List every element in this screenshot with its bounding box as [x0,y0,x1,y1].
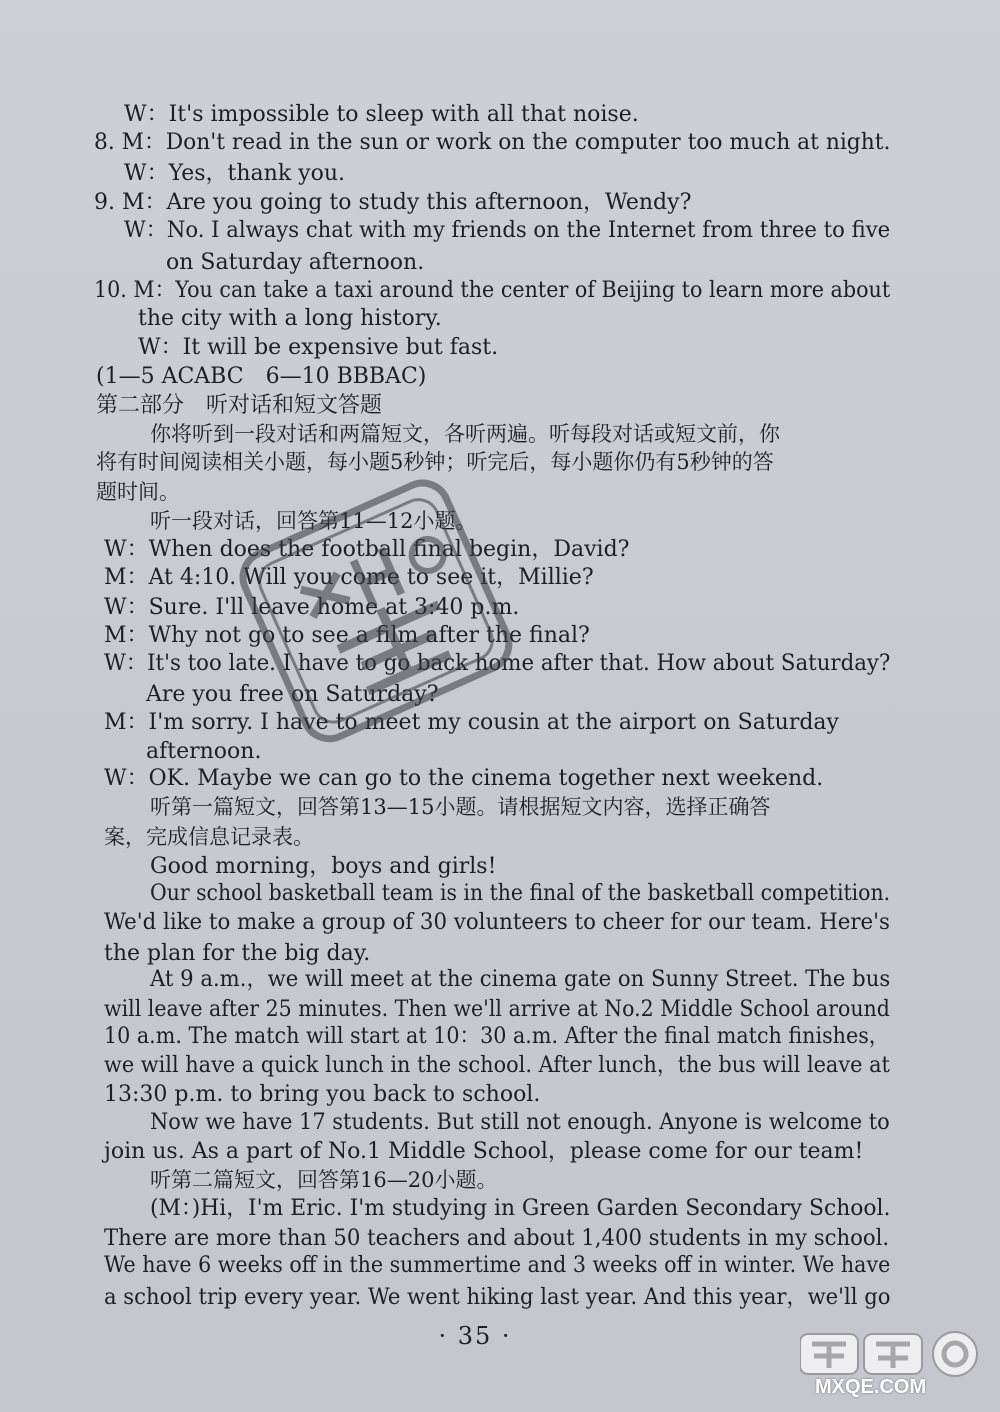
page-number: · 35 · [438,1322,512,1350]
text-line: At 9 a.m.，we will meet at the cinema gate on Sunny Street. The bus [150,967,891,992]
text-line: 你将听到一段对话和两篇短文，各听两遍。听每段对话或短文前，你 [150,422,780,446]
section-heading: 第二部分 听对话和短文答题 [96,393,383,418]
text-line: W：Sure. I'll leave home at 3:40 p.m. [104,595,520,620]
text-line: 听第一篇短文，回答第13—15小题。请根据短文内容，选择正确答 [150,795,771,819]
text-line: Are you free on Saturday? [146,682,439,707]
text-line: 10. M：You can take a taxi around the center of Beijing to learn more about [94,278,891,303]
text-line: 听第二篇短文，回答第16—20小题。 [150,1168,498,1192]
text-line: (M：)Hi，I'm Eric. I'm studying in Green Garden Secondary School. [150,1196,891,1221]
text-line: W：It will be expensive but fast. [138,335,499,360]
text-line: on Saturday afternoon. [166,250,425,275]
text-line: W：OK. Maybe we can go to the cinema together next weekend. [104,766,824,791]
text-line: W：When does the football final begin，David? [104,537,630,562]
stamp-seal [210,470,550,770]
text-line: W：It's impossible to sleep with all that noise. [124,102,639,127]
text-line: the plan for the big day. [104,941,371,966]
text-line: M：Why not go to see a film after the final? [104,623,590,648]
text-line: a school trip every year. We went hiking last year. And this year，we'll go [104,1285,891,1310]
text-line: 8. M：Don't read in the sun or work on the computer too much at night. [94,130,891,155]
text-line: 题时间。 [96,480,180,504]
text-line: 案，完成信息记录表。 [104,825,314,849]
text-line: We'd like to make a group of 30 volunteers to cheer for our team. Here's [104,910,890,935]
text-line: will leave after 25 minutes. Then we'll arrive at No.2 Middle School around [104,997,890,1022]
text-line: Our school basketball team is in the final of the basketball competition. [150,881,891,906]
text-line: 10 a.m. The match will start at 10：30 a.m. After the final match finishes， [104,1024,890,1049]
text-line: 将有时间阅读相关小题，每小题5秒钟；听完后，每小题你仍有5秒钟的答 [96,450,774,474]
text-line: 13:30 p.m. to bring you back to school. [104,1082,541,1107]
text-line: the city with a long history. [138,306,442,331]
text-line: afternoon. [146,739,262,764]
text-line: 听一段对话，回答第11—12小题。 [150,509,477,533]
text-line: join us. As a part of No.1 Middle School，please come for our team! [104,1139,864,1164]
text-line: Now we have 17 students. But still not enough. Anyone is welcome to [150,1110,890,1135]
text-line: we will have a quick lunch in the school. After lunch，the bus will leave at [104,1053,890,1078]
text-line: W：Yes，thank you. [124,161,345,186]
answer-key: (1—5 ACABC 6—10 BBBAC) [96,364,427,389]
text-line: M：I'm sorry. I have to meet my cousin at the airport on Saturday [104,710,839,735]
text-line: We have 6 weeks off in the summertime and 3 weeks off in winter. We have [104,1253,891,1278]
text-line: Good morning，boys and girls! [150,854,497,879]
watermark-url: MXQE.COM [815,1376,927,1398]
text-line: W：No. I always chat with my friends on the Internet from three to five [124,218,891,243]
text-line: 9. M：Are you going to study this afternoon，Wendy? [94,190,692,215]
text-line: There are more than 50 teachers and about 1,400 students in my school. [104,1226,890,1251]
text-line: M：At 4:10. Will you come to see it，Millie? [104,565,594,590]
text-line: W：It's too late. I have to go back home after that. How about Saturday? [104,651,891,676]
